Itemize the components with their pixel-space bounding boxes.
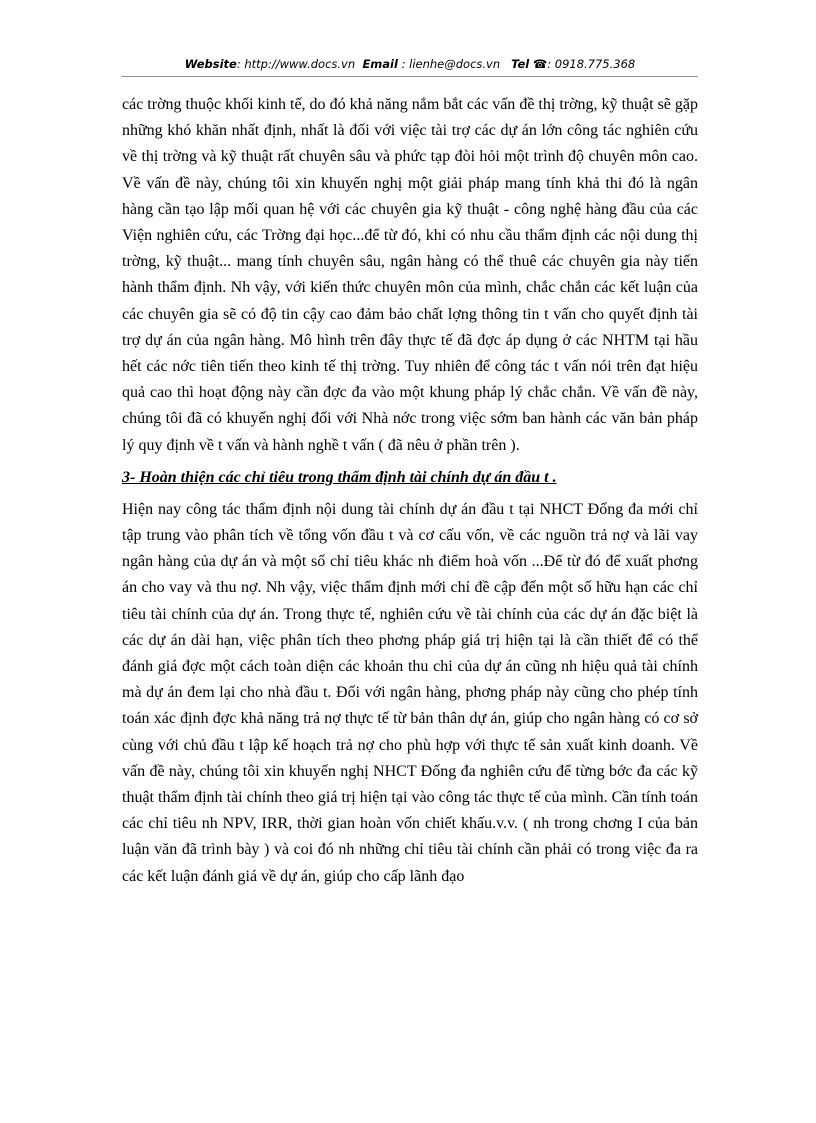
email-label: Email [362, 57, 398, 71]
page-header [122, 57, 698, 71]
section-heading: 3- Hoàn thiện các chỉ tiêu trong thẩm định tài chính dự án đầu t . [122, 468, 557, 486]
body-paragraph-1: các trờng thuộc khối kinh tế, do đó khả năng nắm bắt các vấn đề thị trờng, kỹ thuật sẽ gặp những khó khăn nhất định, nhất là đối với việc tài trợ các dự án lớn công tác nghiên cứu về thị trờng và kỹ thuật rất chuyên sâu và phức tạp đòi hỏi một trình độ chuyên môn cao. Về vấn đề này, chúng tôi xin khuyến nghị một giải pháp mang tính khả thi đó là ngân hàng cần tạo lập mối quan hệ với các chuyên gia kỹ thuật - công nghệ hàng đầu của các Viện nghiên cứu, các Trờng đại học...để từ đó, khi có nhu cầu thẩm định các nội dung thị trờng, kỹ thuật... mang tính chuyên sâu, ngân hàng có thể thuê các chuyên gia này tiến hành thẩm định. Nh vậy, với kiến thức chuyên môn của mình, chắc chắn các kết luận của các chuyên gia sẽ có độ tin cậy cao đảm bảo chất lợng thông tin t vấn cho quyết định tài trợ dự án của ngân hàng. Mô hình trên đây thực tế đã đợc áp dụng ở các NHTM tại hầu hết các nớc tiên tiến theo kinh tế thị trờng. Tuy nhiên để công tác t vấn nói trên đạt hiệu quả cao thì hoạt động này cần đợc đa vào một khung pháp lý chắc chắn. Về vấn đề này, chúng tôi đã có khuyến nghị đối với Nhà nớc trong việc sớm ban hành các văn bản pháp lý quy định về t vấn và hành nghề t vấn ( đã nêu ở phần trên ). [122, 96, 698, 454]
document-body [122, 92, 698, 890]
tel-label: Tel [511, 57, 530, 71]
tel-number: : 0918.775.368 [547, 57, 636, 71]
email-address: : lienhe@docs.vn [401, 57, 501, 71]
website-label: Website [184, 57, 237, 71]
website-url: : http://www.docs.vn [236, 57, 356, 71]
body-paragraph-2: Hiện nay công tác thẩm định nội dung tài chính dự án đầu t tại NHCT Đống đa mới chỉ tập trung vào phân tích về tổng vốn đầu t và cơ cấu vốn, về các nguồn trả nợ và lãi vay ngân hàng của dự án và một số chỉ tiêu khác nh điểm hoà vốn ...Để từ đó để xuất phơng án cho vay và thu nợ. Nh vậy, việc thẩm định mới chỉ đề cập đến một số hữu hạn các chỉ tiêu tài chính của dự án. Trong thực tế, nghiên cứu về tài chính của các dự án đặc biệt là các dự án dài hạn, việc phân tích theo phơng pháp giá trị hiện tại là cần thiết để có thể đánh giá đợc một cách toàn diện các khoản thu chi của dự án cũng nh hiệu quả tài chính mà dự án đem lại cho nhà đầu t. Đối với ngân hàng, phơng pháp này cũng cho phép tính toán xác định đợc khả năng trả nợ thực tế từ bản thân dự án, giúp cho ngân hàng có cơ sở cùng với chủ đầu t lập kế hoạch trả nợ cho phù hợp với thực tế sản xuất kinh doanh. Về vấn đề này, chúng tôi xin khuyến nghị NHCT Đống đa nghiên cứu để từng bớc đa các kỹ thuật thẩm định tài chính theo giá trị hiện tại vào công tác thực tế của mình. Cần tính toán các chỉ tiêu nh NPV, IRR, thời gian hoàn vốn chiết khấu.v.v. ( nh trong chơng I của bản luận văn đã trình bày ) và coi đó nh những chỉ tiêu tài chính cần phải có trong việc đa ra các kết luận đánh giá về dự án, giúp cho cấp lãnh đạo [122, 500, 698, 885]
header-divider [122, 76, 698, 77]
phone-icon: ☎ [532, 57, 548, 71]
